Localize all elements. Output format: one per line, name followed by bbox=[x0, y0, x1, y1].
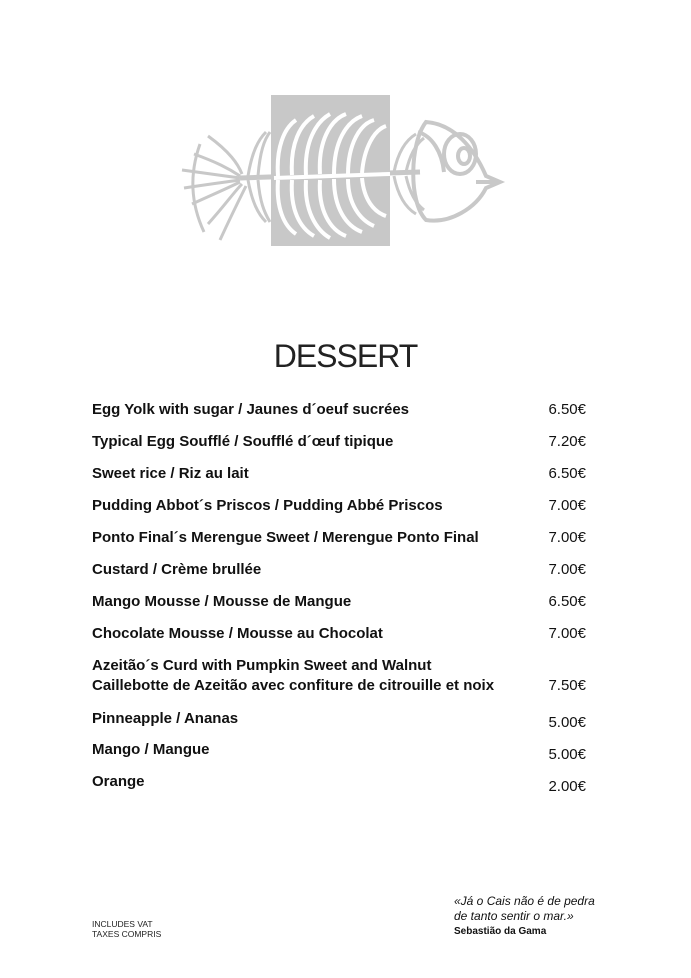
menu-item bbox=[92, 624, 612, 644]
item-name: Mango / Mangue bbox=[92, 741, 210, 758]
menu-item bbox=[92, 464, 612, 484]
vat-line: INCLUDES VAT bbox=[92, 919, 153, 929]
item-price: 7.00€ bbox=[548, 529, 586, 546]
item-price: 5.00€ bbox=[548, 714, 586, 731]
item-name: Pudding Abbot´s Priscos / Pudding Abbé Priscos bbox=[92, 497, 443, 514]
menu-item bbox=[92, 432, 612, 452]
item-price: 7.00€ bbox=[548, 497, 586, 514]
item-name: Orange bbox=[92, 773, 145, 790]
menu-item bbox=[92, 740, 612, 763]
quote-line: «Já o Cais não é de pedra bbox=[454, 894, 595, 908]
item-name: Ponto Final´s Merengue Sweet / Merengue Ponto Final bbox=[92, 529, 479, 546]
item-name: Custard / Crème brullée bbox=[92, 561, 262, 578]
item-price: 6.50€ bbox=[548, 593, 586, 610]
menu-item bbox=[92, 772, 612, 795]
menu-item bbox=[92, 560, 612, 580]
item-name: Egg Yolk with sugar / Jaunes d´oeuf sucrées bbox=[92, 401, 410, 418]
item-price: 7.50€ bbox=[548, 677, 586, 694]
item-price: 7.00€ bbox=[548, 625, 586, 642]
menu-item bbox=[92, 656, 612, 696]
quote-author: Sebastião da Gama bbox=[454, 926, 547, 937]
item-name: Chocolate Mousse / Mousse au Chocolat bbox=[92, 625, 383, 642]
menu-item bbox=[92, 496, 612, 516]
item-price: 5.00€ bbox=[548, 746, 586, 763]
quote bbox=[454, 894, 595, 939]
menu-item bbox=[92, 400, 612, 420]
item-price: 7.20€ bbox=[548, 433, 586, 450]
item-name: Azeitão´s Curd with Pumpkin Sweet and Walnut bbox=[92, 657, 432, 674]
menu-title: DESSERT bbox=[273, 338, 418, 374]
item-name: Mango Mousse / Mousse de Mangue bbox=[92, 593, 352, 610]
item-name: Sweet rice / Riz au lait bbox=[92, 465, 249, 482]
item-price: 6.50€ bbox=[548, 401, 586, 418]
vat-note bbox=[92, 919, 161, 939]
menu-item bbox=[92, 528, 612, 548]
item-name-french: Caillebotte de Azeitão avec confiture de citrouille et noix bbox=[92, 677, 495, 694]
item-price: 7.00€ bbox=[548, 561, 586, 578]
item-name: Pinneapple / Ananas bbox=[92, 710, 239, 727]
fish-skeleton-logo bbox=[170, 92, 510, 252]
menu-item bbox=[92, 592, 612, 612]
quote-line: de tanto sentir o mar.» bbox=[454, 909, 574, 923]
vat-line: TAXES COMPRIS bbox=[92, 929, 162, 939]
item-price: 2.00€ bbox=[548, 778, 586, 795]
item-price: 6.50€ bbox=[548, 465, 586, 482]
item-name: Typical Egg Soufflé / Soufflé d´œuf tipique bbox=[92, 433, 394, 450]
menu-item bbox=[92, 709, 612, 729]
